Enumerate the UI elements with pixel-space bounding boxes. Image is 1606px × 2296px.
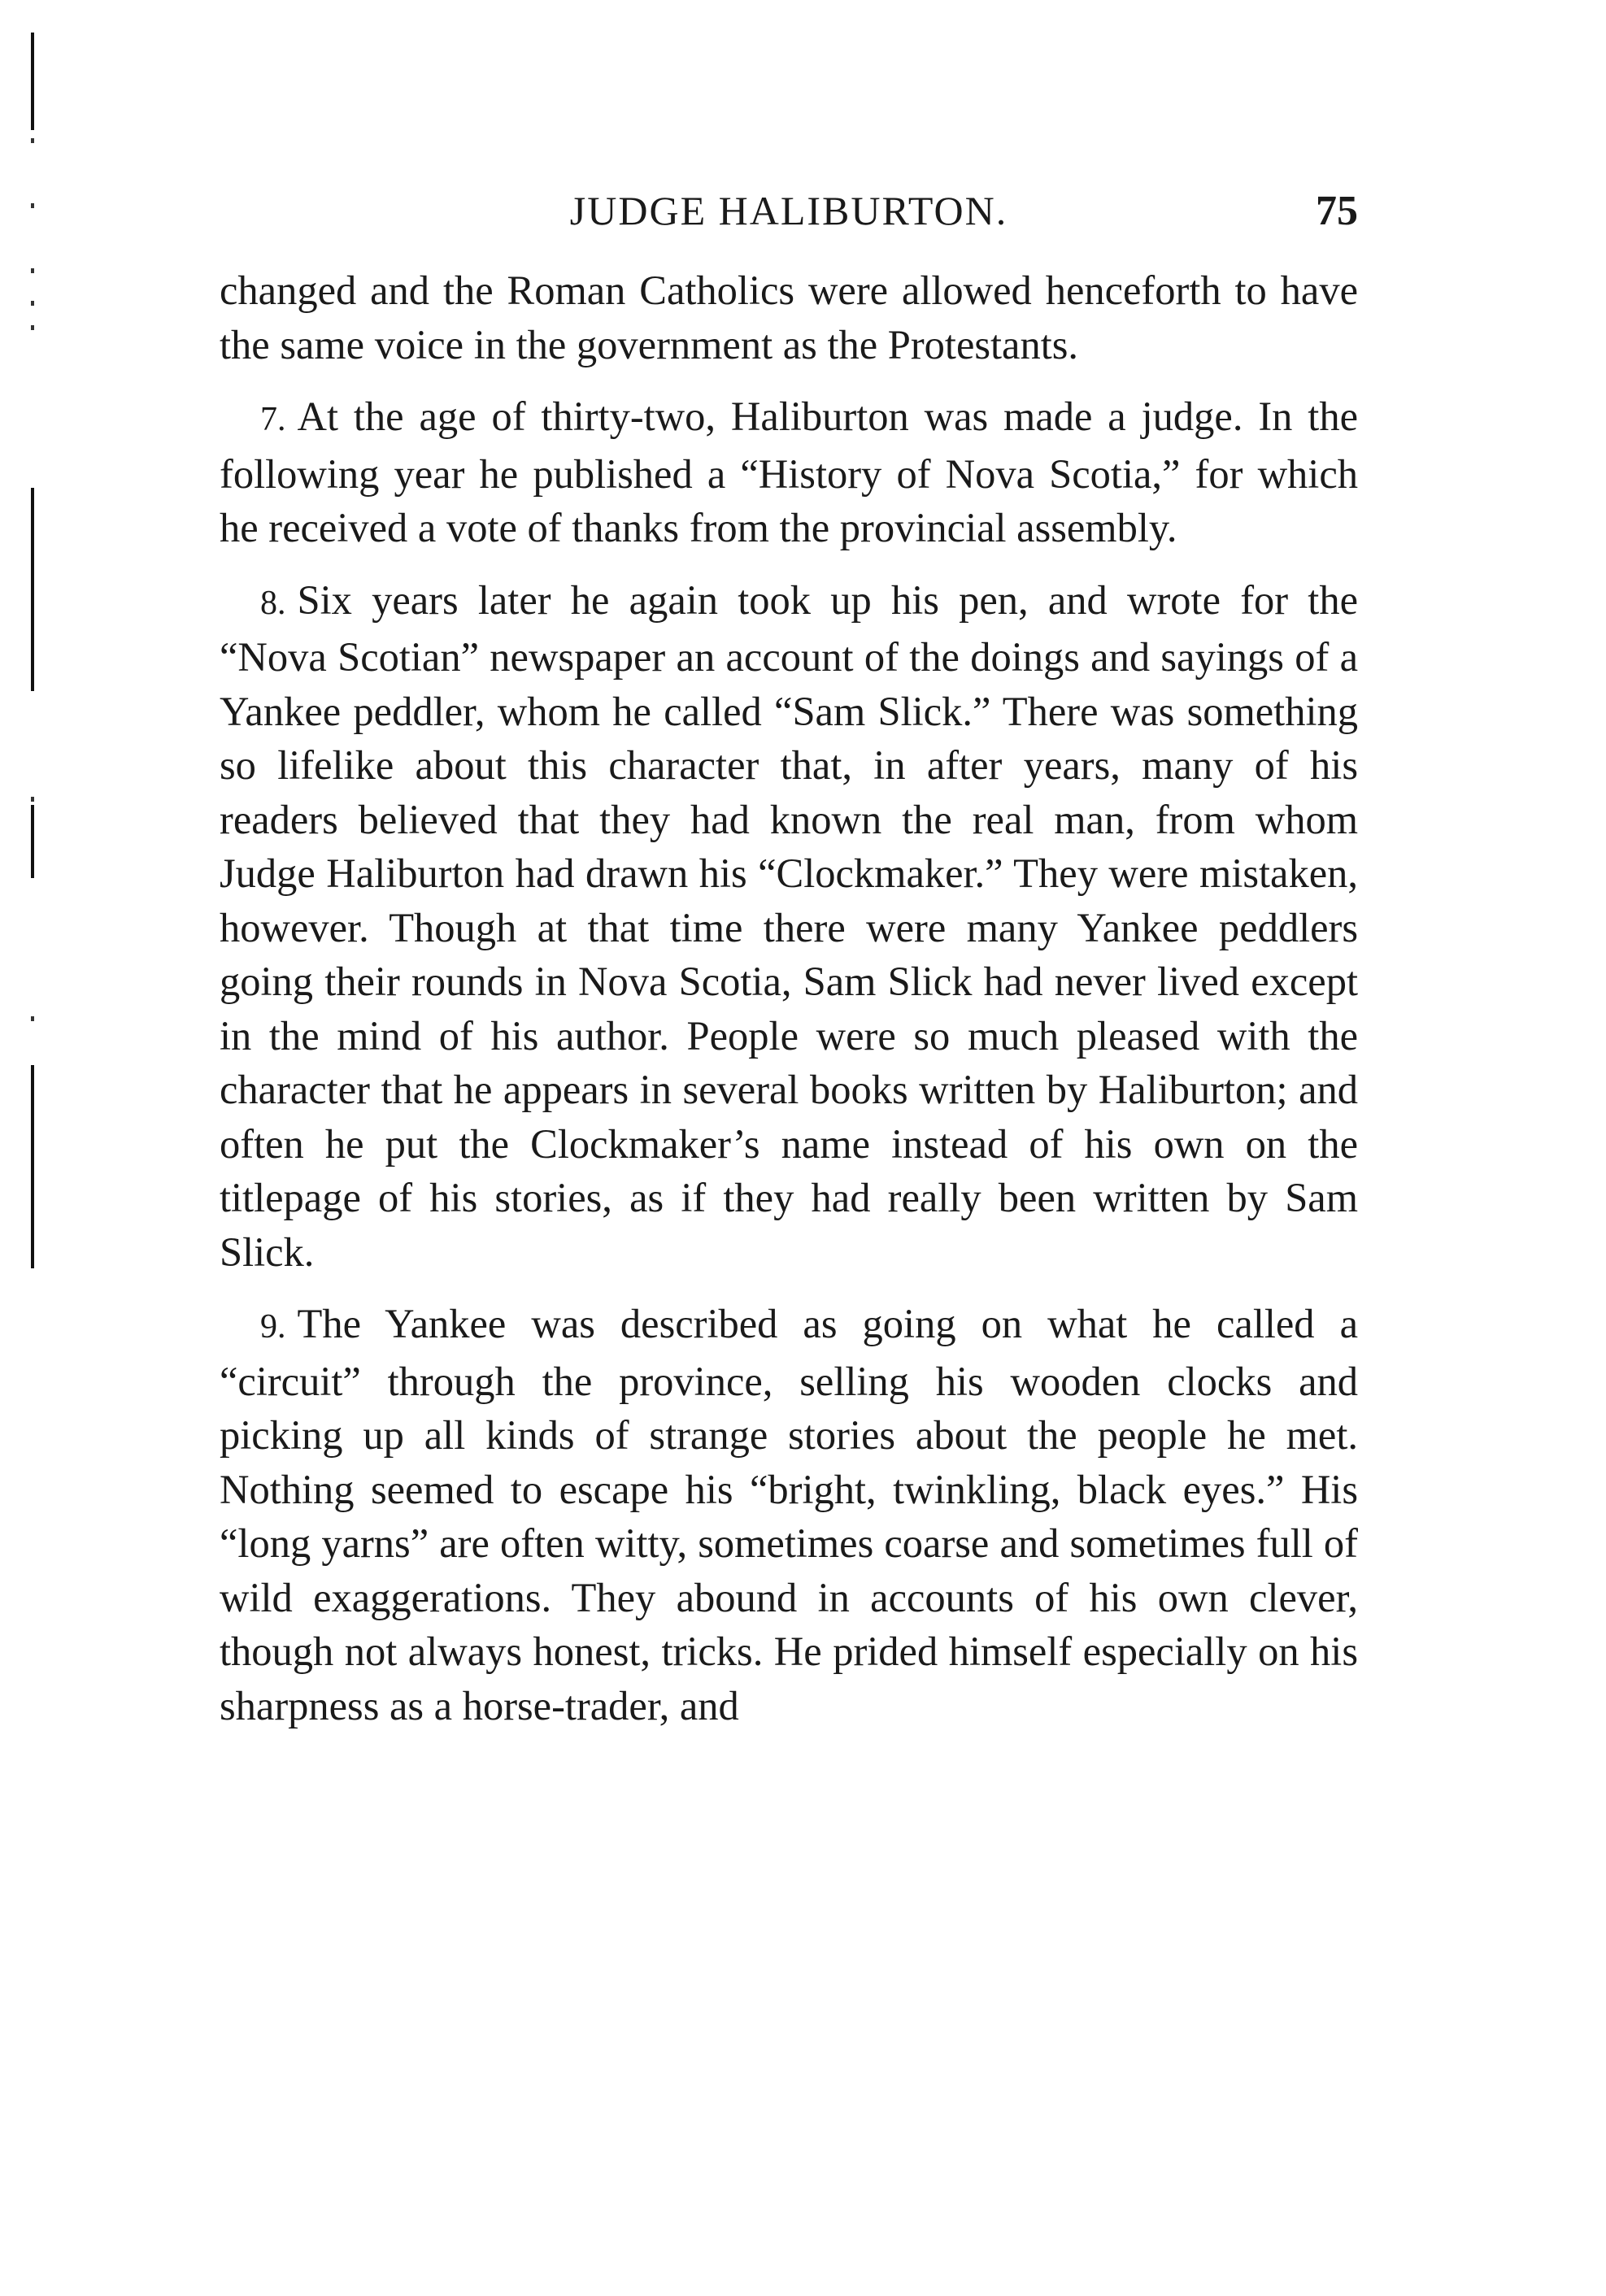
paragraph-text: Six years later he again took up his pen, and wrote for the “Nova Scotian” newspaper an account of the doings and sayings of a Yankee peddler, whom he called “Sam Slick.” There was something so lifelike about this character that, in after years, many of his readers believed that they had known the real man, from whom Judge Haliburton had drawn his “Clockmaker.” They were mistaken, however. Though at that time there were many Yankee peddlers going their rounds in Nova Scotia, Sam Slick had never lived except in the mind of his author. People were so much pleased with the character that he appears in several books written by Haliburton; and often he put the Clockmaker’s name instead of his own on the titlepage of his stories, as if they had really been written by Sam Slick. bbox=[220, 576, 1358, 1275]
paragraph-9 bbox=[220, 1297, 1358, 1733]
paragraph-number: 9. bbox=[260, 1308, 286, 1346]
running-title: JUDGE HALIBURTON. bbox=[569, 188, 1008, 233]
scan-margin-marks bbox=[21, 33, 46, 1268]
scan-dot bbox=[31, 325, 34, 330]
scan-dot bbox=[31, 301, 34, 306]
paragraph-7 bbox=[220, 389, 1358, 555]
page-number: 75 bbox=[1316, 188, 1358, 234]
paragraph-number: 7. bbox=[260, 401, 286, 438]
scan-mark bbox=[31, 488, 34, 691]
scan-mark bbox=[31, 33, 34, 130]
scan-mark bbox=[31, 1065, 34, 1268]
scan-dot bbox=[31, 138, 34, 143]
paragraph-text: At the age of thirty-two, Haliburton was made a judge. In the following year he published a “History of Nova Scotia,” for which he received a vote of thanks from the provincial assembly. bbox=[220, 394, 1358, 550]
running-head bbox=[220, 187, 1358, 244]
paragraph-number: 8. bbox=[260, 584, 286, 622]
scan-dot bbox=[31, 268, 34, 273]
paragraph-continued bbox=[220, 263, 1358, 372]
book-page bbox=[220, 187, 1358, 1750]
paragraph-8 bbox=[220, 573, 1358, 1280]
scan-mark bbox=[31, 805, 34, 878]
scan-dot bbox=[31, 1016, 34, 1021]
paragraph-text: The Yankee was described as going on what he called a “circuit” through the province, selling his wooden clocks and picking up all kinds of strange stories about the people he met. Nothing seemed to escape his “bright, twinkling, black eyes.” His “long yarns” are often witty, sometimes coarse and sometimes full of wild exaggerations. They abound in accounts of his own clever, though not always honest, tricks. He prided himself especially on his sharpness as a horse-trader, and bbox=[220, 1301, 1358, 1729]
scan-dot bbox=[31, 797, 34, 802]
scan-dot bbox=[31, 203, 34, 208]
paragraph-text: changed and the Roman Catholics were allowed henceforth to have the same voice in the government as the Protestants. bbox=[220, 267, 1358, 367]
